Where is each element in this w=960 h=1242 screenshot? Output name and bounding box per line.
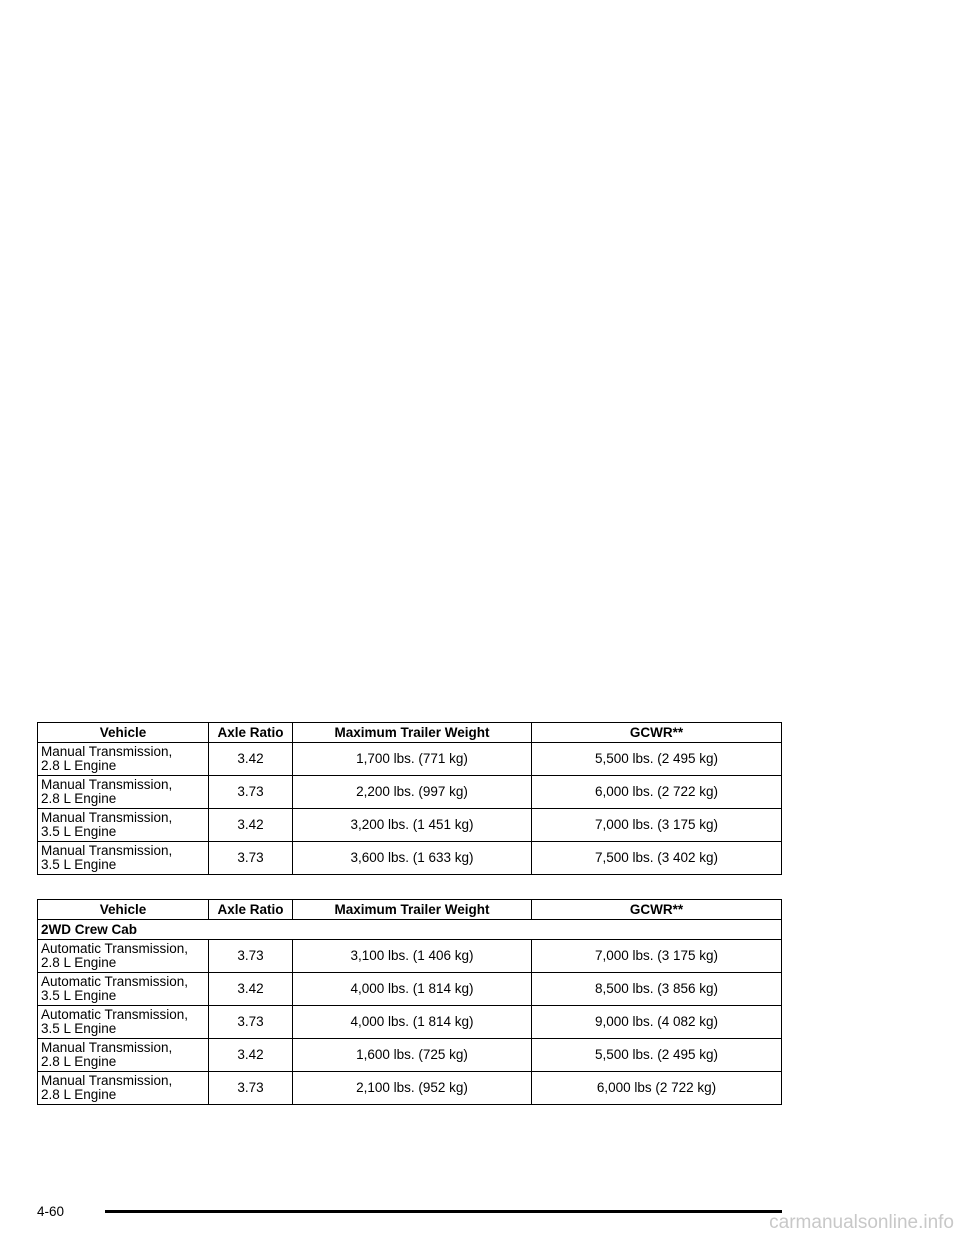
axle-ratio-cell: 3.73 — [209, 1072, 293, 1105]
axle-ratio-cell: 3.73 — [209, 842, 293, 875]
table-row — [38, 809, 782, 842]
vehicle-cell — [38, 940, 209, 973]
max-trailer-weight-cell: 1,600 lbs. (725 kg) — [293, 1039, 532, 1072]
gcwr-cell: 7,000 lbs. (3 175 kg) — [532, 809, 782, 842]
vehicle-cell — [38, 1039, 209, 1072]
max-trailer-weight-cell: 3,600 lbs. (1 633 kg) — [293, 842, 532, 875]
gcwr-cell: 7,500 lbs. (3 402 kg) — [532, 842, 782, 875]
vehicle-transmission: Automatic Transmission, — [41, 1007, 189, 1022]
table-row — [38, 1072, 782, 1105]
vehicle-engine: 2.8 L Engine — [41, 955, 117, 970]
table-row — [38, 1006, 782, 1039]
trailer-weight-table-1 — [37, 722, 782, 875]
vehicle-engine: 3.5 L Engine — [41, 857, 117, 872]
vehicle-cell — [38, 842, 209, 875]
gcwr-cell: 5,500 lbs. (2 495 kg) — [532, 1039, 782, 1072]
header-vehicle: Vehicle — [38, 900, 209, 920]
trailer-weight-table-2 — [37, 899, 782, 1105]
axle-ratio-cell: 3.42 — [209, 809, 293, 842]
group-label-crew-cab: 2WD Crew Cab — [38, 920, 782, 940]
table-row — [38, 776, 782, 809]
table-row — [38, 973, 782, 1006]
vehicle-cell — [38, 809, 209, 842]
vehicle-cell — [38, 1006, 209, 1039]
axle-ratio-cell: 3.73 — [209, 776, 293, 809]
table-header-row — [38, 723, 782, 743]
vehicle-engine: 2.8 L Engine — [41, 1087, 117, 1102]
vehicle-engine: 3.5 L Engine — [41, 988, 117, 1003]
max-trailer-weight-cell: 4,000 lbs. (1 814 kg) — [293, 973, 532, 1006]
header-vehicle: Vehicle — [38, 723, 209, 743]
table-row — [38, 743, 782, 776]
group-row — [38, 920, 782, 940]
axle-ratio-cell: 3.42 — [209, 743, 293, 776]
axle-ratio-cell: 3.42 — [209, 1039, 293, 1072]
vehicle-cell — [38, 1072, 209, 1105]
vehicle-transmission: Automatic Transmission, — [41, 974, 189, 989]
vehicle-transmission: Automatic Transmission, — [41, 941, 189, 956]
vehicle-cell — [38, 743, 209, 776]
table-row — [38, 940, 782, 973]
header-max-trailer-weight: Maximum Trailer Weight — [293, 723, 532, 743]
max-trailer-weight-cell: 3,200 lbs. (1 451 kg) — [293, 809, 532, 842]
max-trailer-weight-cell: 1,700 lbs. (771 kg) — [293, 743, 532, 776]
max-trailer-weight-cell: 2,200 lbs. (997 kg) — [293, 776, 532, 809]
vehicle-transmission: Manual Transmission, — [41, 777, 173, 792]
vehicle-engine: 2.8 L Engine — [41, 758, 117, 773]
table-row — [38, 1039, 782, 1072]
gcwr-cell: 6,000 lbs. (2 722 kg) — [532, 776, 782, 809]
vehicle-engine: 2.8 L Engine — [41, 1054, 117, 1069]
vehicle-transmission: Manual Transmission, — [41, 744, 173, 759]
watermark: carmanualsonline.info — [769, 1212, 954, 1233]
vehicle-transmission: Manual Transmission, — [41, 843, 173, 858]
max-trailer-weight-cell: 3,100 lbs. (1 406 kg) — [293, 940, 532, 973]
header-max-trailer-weight: Maximum Trailer Weight — [293, 900, 532, 920]
axle-ratio-cell: 3.73 — [209, 1006, 293, 1039]
gcwr-cell: 7,000 lbs. (3 175 kg) — [532, 940, 782, 973]
header-gcwr: GCWR** — [532, 900, 782, 920]
vehicle-engine: 3.5 L Engine — [41, 824, 117, 839]
gcwr-cell: 5,500 lbs. (2 495 kg) — [532, 743, 782, 776]
vehicle-cell — [38, 973, 209, 1006]
axle-ratio-cell: 3.42 — [209, 973, 293, 1006]
gcwr-cell: 9,000 lbs. (4 082 kg) — [532, 1006, 782, 1039]
header-axle-ratio: Axle Ratio — [209, 723, 293, 743]
vehicle-transmission: Manual Transmission, — [41, 1040, 173, 1055]
max-trailer-weight-cell: 4,000 lbs. (1 814 kg) — [293, 1006, 532, 1039]
vehicle-engine: 2.8 L Engine — [41, 791, 117, 806]
vehicle-cell — [38, 776, 209, 809]
header-axle-ratio: Axle Ratio — [209, 900, 293, 920]
vehicle-engine: 3.5 L Engine — [41, 1021, 117, 1036]
gcwr-cell: 6,000 lbs (2 722 kg) — [532, 1072, 782, 1105]
page-number: 4-60 — [37, 1204, 65, 1219]
header-gcwr: GCWR** — [532, 723, 782, 743]
vehicle-transmission: Manual Transmission, — [41, 1073, 173, 1088]
gcwr-cell: 8,500 lbs. (3 856 kg) — [532, 973, 782, 1006]
footer-divider — [105, 1210, 782, 1213]
axle-ratio-cell: 3.73 — [209, 940, 293, 973]
vehicle-transmission: Manual Transmission, — [41, 810, 173, 825]
max-trailer-weight-cell: 2,100 lbs. (952 kg) — [293, 1072, 532, 1105]
table-row — [38, 842, 782, 875]
table-header-row — [38, 900, 782, 920]
